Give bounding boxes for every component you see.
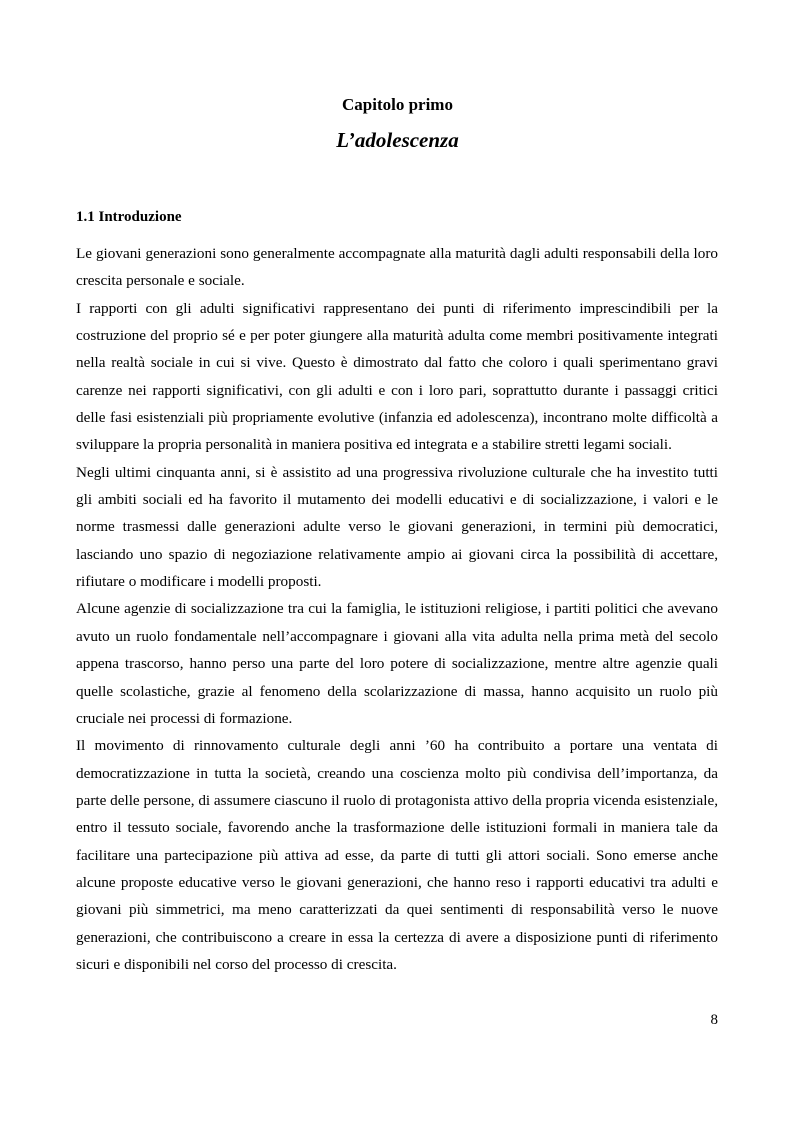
paragraph-4: Alcune agenzie di socializzazione tra cui la famiglia, le istituzioni religiose, i partiti politici che avevano avuto un ruolo fondamentale nell’accompagnare i giovani alla vita adulta nella prima metà del secolo appena trascorso, hanno perso una parte del loro potere di socializzazione, mentre altre agenzie quali quelle scolastiche, grazie al fenomeno della scolarizzazione di massa, hanno acquisito un ruolo più cruciale nei processi di formazione. bbox=[76, 600, 718, 727]
paragraph-2: I rapporti con gli adulti significativi rappresentano dei punti di riferimento imprescindibili per la costruzione del proprio sé e per poter giungere alla maturità adulta come membri positivamente integrati nella realtà sociale in cui si vive. Questo è dimostrato dal fatto che coloro i quali sperimentano gravi carenze nei rapporti significativi, con gli adulti e con i loro pari, soprattutto durante i passaggi critici delle fasi esistenziali più propriamente evolutive (infanzia ed adolescenza), incontrano molte difficoltà a sviluppare la propria personalità in maniera positiva ed integrata e a stabilire stretti legami sociali. bbox=[76, 299, 718, 454]
chapter-title: L’adolescenza bbox=[336, 128, 459, 152]
paragraph-3: Negli ultimi cinquanta anni, si è assistito ad una progressiva rivoluzione culturale che ha investito tutti gli ambiti sociali ed ha favorito il mutamento dei modelli educativi e di socializzazione, i valori e le norme trasmessi dalle generazioni adulte verso le giovani generazioni, in termini più democratici, lasciando uno spazio di negoziazione relativamente ampio ai giovani circa la possibilità di accettare, rifiutare o modificare i modelli proposti. bbox=[76, 463, 718, 591]
page-number: 8 bbox=[710, 1012, 718, 1028]
paragraph-1: Le giovani generazioni sono generalmente accompagnate alla maturità dagli adulti responsabili della loro crescita personale e sociale. bbox=[76, 245, 718, 290]
section-heading: 1.1 Introduzione bbox=[76, 209, 182, 225]
body-text bbox=[76, 240, 718, 978]
chapter-label: Capitolo primo bbox=[342, 95, 453, 114]
paragraph-5: Il movimento di rinnovamento culturale degli anni ’60 ha contribuito a portare una ventata di democratizzazione in tutta la società, creando una coscienza molto più condivisa dell’importanza, da parte delle persone, di assumere ciascuno il ruolo di protagonista attivo della propria vicenda esistenziale, entro il tessuto sociale, favorendo anche la trasformazione delle istituzioni formali in maniera tale da facilitare una partecipazione più attiva ad esse, da parte di tutti gli attori sociali. Sono emerse anche alcune proposte educative verso le giovani generazioni, che hanno reso i rapporti educativi tra adulti e giovani più simmetrici, ma meno caratterizzati da quei sentimenti di responsabilità verso le nuove generazioni, che contribuiscono a creare in essa la certezza di avere a disposizione punti di riferimento sicuri e disponibili nel corso del processo di crescita. bbox=[76, 737, 718, 973]
